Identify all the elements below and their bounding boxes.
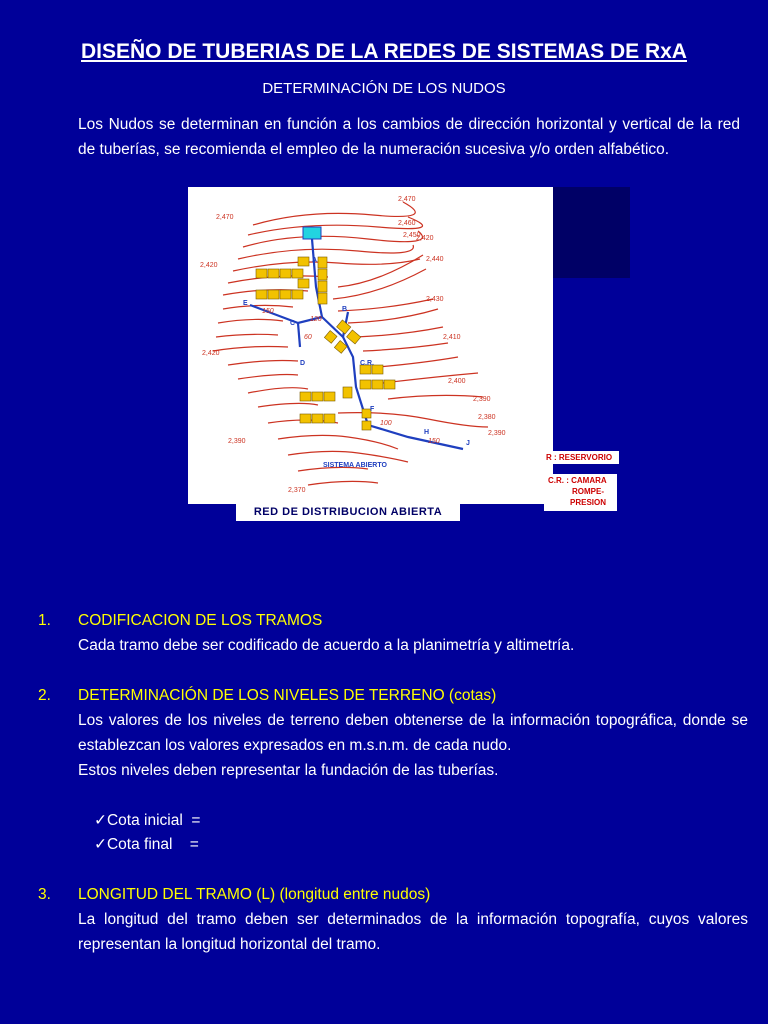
section-heading: DETERMINACIÓN DE LOS NIVELES DE TERRENO (cotas) (78, 687, 497, 704)
contour-label: 2,420 (200, 262, 218, 269)
contour-label: 2,370 (288, 487, 306, 494)
contour-label: 2,420 (416, 235, 434, 242)
section-number: 3. (38, 886, 51, 903)
reservoir-icon (303, 227, 321, 239)
legend-cr-line: C.R. : CAMARA (548, 476, 607, 485)
contour-label: 2,470 (216, 214, 234, 221)
section-body: Los valores de los niveles de terreno deben obtenerse de la información topográfica, donde se establezcan los valores expresados en m.s.n.m. de cada nudo. (78, 712, 748, 754)
contour-label: 2,390 (488, 430, 506, 437)
contour-label: 2,390 (228, 438, 246, 445)
contour-label: 2,380 (478, 414, 496, 421)
node-label: A (312, 257, 318, 264)
contour-label: 2,460 (398, 220, 416, 227)
contour-label: 2,450 (403, 232, 421, 239)
pipe-length-label: 100 (380, 420, 392, 427)
section-3 (38, 882, 748, 957)
node-label: J (466, 440, 470, 447)
node-label: F (370, 406, 375, 413)
figure-caption: RED DE DISTRIBUCION ABIERTA (236, 504, 460, 521)
node-label: D (300, 360, 306, 367)
node-label-group (243, 257, 470, 447)
check-item-cota-inicial: ✓Cota inicial = (94, 812, 201, 829)
pipe-length-label: 150 (428, 438, 440, 445)
legend-cr-line: PRESION (570, 498, 607, 507)
check-item-cota-final: ✓Cota final = (94, 836, 199, 853)
node-label: C (290, 320, 296, 327)
node-label: H (424, 429, 430, 436)
pipe-length-label: 150 (262, 308, 274, 315)
section-heading: LONGITUD DEL TRAMO (L) (longitud entre nudos) (78, 886, 431, 903)
node-label: C.R. (360, 360, 374, 367)
page-subtitle: DETERMINACIÓN DE LOS NUDOS (262, 80, 506, 97)
contour-label: 2,420 (202, 350, 220, 357)
section-heading: CODIFICACION DE LOS TRAMOS (78, 612, 323, 629)
node-label: E (243, 300, 248, 307)
section-body: Cada tramo debe ser codificado de acuerdo a la planimetría y altimetría. (78, 637, 575, 654)
contour-label: 2,470 (398, 196, 416, 203)
system-label: SISTEMA ABIERTO (323, 462, 387, 469)
pipe-length-label: 60 (304, 334, 312, 341)
section-number: 1. (38, 612, 51, 629)
legend-reservoir: R : RESERVORIO (539, 451, 619, 464)
pipe-length-label: 120 (310, 316, 322, 323)
intro-paragraph: Los Nudos se determinan en función a los cambios de dirección horizontal y vertical de la red de tuberías, se recomienda el empleo de la numeración sucesiva y/o orden alfabético. (78, 116, 740, 158)
section-1 (38, 608, 748, 658)
node-label: B (342, 306, 348, 313)
contour-label: 2,440 (426, 256, 444, 263)
section-body: La longitud del tramo deben ser determinados de la información topografía, cuyos valores representan la longitud horizontal del tramo. (78, 911, 748, 953)
page-title: DISEÑO DE TUBERIAS DE LA REDES DE SISTEMAS DE RxA (81, 40, 687, 63)
contour-label: 2,400 (448, 378, 466, 385)
network-map (188, 187, 553, 504)
pipe-length-group (262, 308, 440, 445)
contour-lines (213, 202, 488, 485)
legend-pressure-chamber (544, 474, 617, 511)
section-2 (38, 683, 748, 783)
figure-dark-panel (553, 187, 630, 278)
contour-label: 2,430 (426, 296, 444, 303)
contour-label: 2,410 (443, 334, 461, 341)
section-body: Estos niveles deben representar la fundación de las tuberías. (78, 762, 499, 779)
contour-label: 2,390 (473, 396, 491, 403)
legend-cr-line: ROMPE- (572, 487, 604, 496)
section-number: 2. (38, 687, 51, 704)
